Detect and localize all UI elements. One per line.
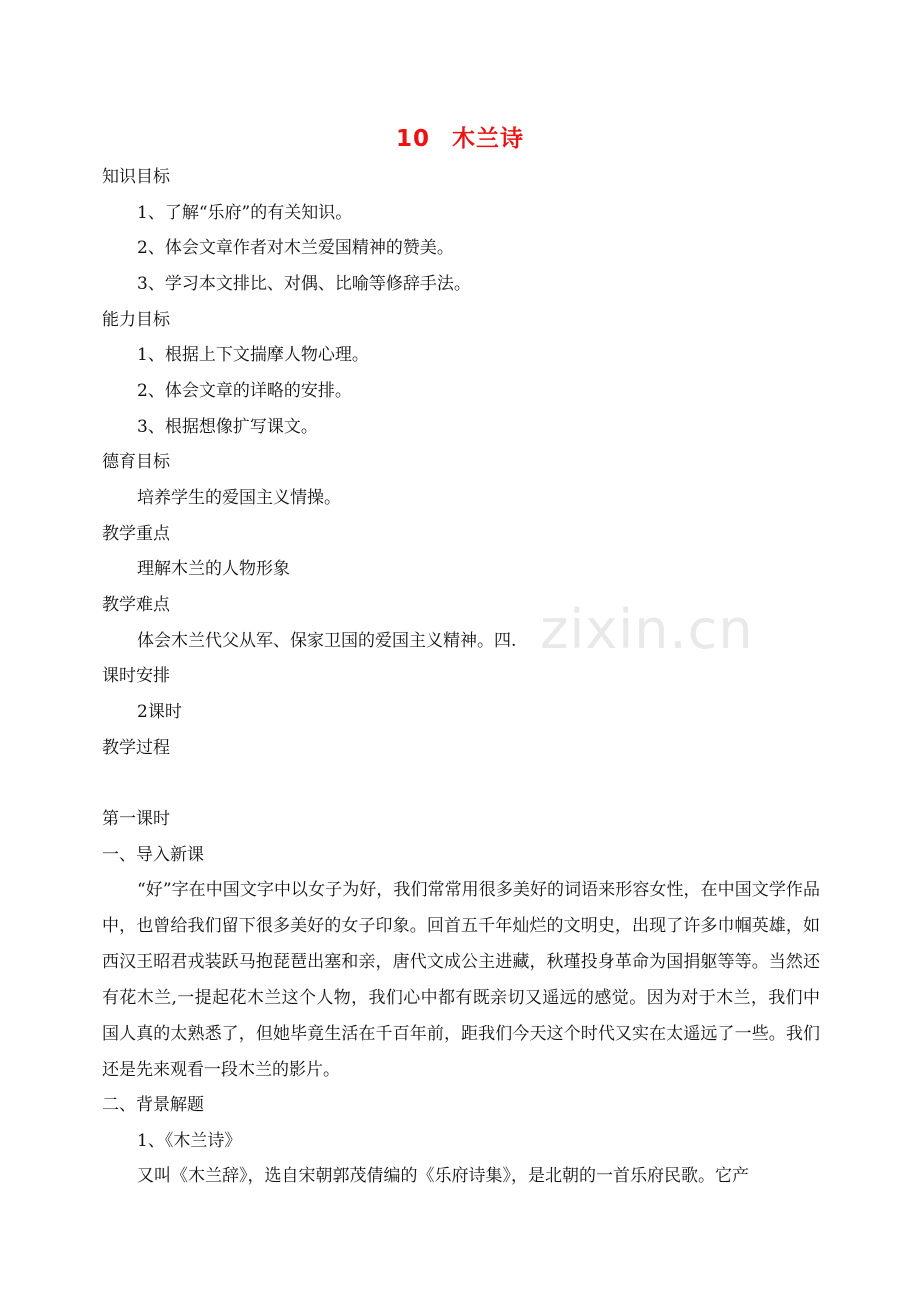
knowledge-item: 3、学习本文排比、对偶、比喻等修辞手法。 [137, 274, 471, 294]
ability-item: 3、根据想像扩写课文。 [137, 417, 318, 437]
schedule-heading: 课时安排 [102, 666, 170, 686]
intro-paragraph: “好”字在中国文字中以女子为好，我们常常用很多美好的词语来形容女性，在中国文学作品中，也曾给我们留下很多美好的女子印象。回首五千年灿烂的文明史，出现了许多巾帼英雄，如西汉王昭君戎装跃马抱琵琶出塞和亲，唐代文成公主进藏，秋瑾投身革命为国捐躯等等。当然还有花木兰,一提起花木兰这个人物，我们心中都有既亲切又遥远的感觉。因为对于木兰，我们中国人真的太熟悉了，但她毕竟生活在千百年前，距我们今天这个时代又实在太遥远了一些。我们还是先来观看一段木兰的影片。 [102, 880, 820, 1080]
knowledge-item: 2、体会文章作者对木兰爱国精神的赞美。 [137, 238, 454, 258]
subsection-heading: 1、《木兰诗》 [137, 1131, 242, 1151]
ability-item: 1、根据上下文揣摩人物心理。 [137, 345, 369, 365]
title-number: 10 [395, 126, 430, 152]
background-paragraph: 又叫《木兰辞》，选自宋朝郭茂倩编的《乐府诗集》，是北朝的一首乐府民歌。它产 [137, 1166, 749, 1186]
lesson-heading: 第一课时 [102, 809, 170, 829]
watermark: zixin.cn [540, 598, 754, 661]
ability-item: 2、体会文章的详略的安排。 [137, 381, 352, 401]
focus-text: 理解木兰的人物形象 [137, 559, 290, 579]
knowledge-heading: 知识目标 [102, 167, 170, 187]
section-heading: 二、背景解题 [102, 1095, 204, 1115]
title-text: 木兰诗 [452, 126, 524, 152]
page-title [0, 120, 920, 153]
process-heading: 教学过程 [102, 738, 170, 758]
ability-heading: 能力目标 [102, 310, 170, 330]
schedule-text: 2课时 [137, 702, 182, 722]
focus-heading: 教学重点 [102, 524, 170, 544]
difficulty-text: 体会木兰代父从军、保家卫国的爱国主义精神。四. [137, 631, 517, 651]
section-heading: 一、导入新课 [102, 845, 204, 865]
difficulty-heading: 教学难点 [102, 595, 170, 615]
moral-heading: 德育目标 [102, 452, 170, 472]
moral-text: 培养学生的爱国主义情操。 [137, 488, 341, 508]
knowledge-item: 1、了解“乐府”的有关知识。 [137, 203, 353, 223]
